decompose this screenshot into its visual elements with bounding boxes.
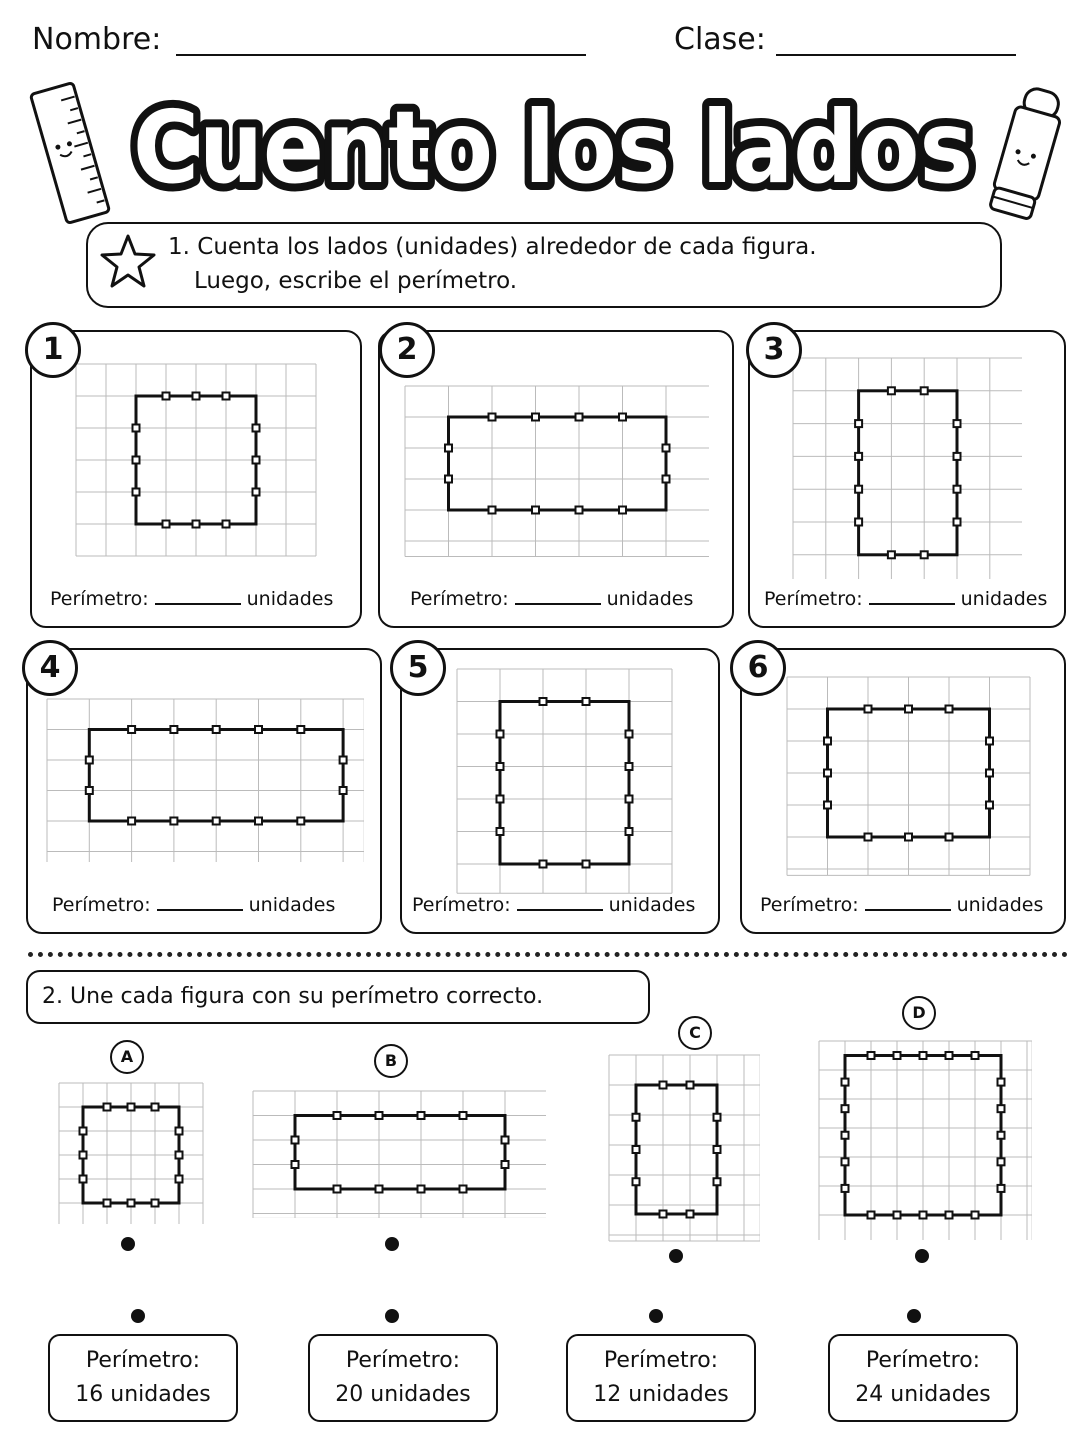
- figure-grid-1: [75, 363, 337, 561]
- answer-box-1: [48, 1334, 238, 1422]
- shape-grid-a: [58, 1082, 204, 1224]
- figure-grid-6: [786, 676, 1031, 878]
- answer-value: 24 unidades: [855, 1382, 991, 1407]
- unit-label: unidades: [606, 588, 694, 610]
- answer-label: Perímetro:: [603, 1348, 719, 1373]
- answer-label: Perímetro:: [85, 1348, 201, 1373]
- answer-dot-2[interactable]: [385, 1309, 399, 1323]
- shape-grid-c: [608, 1054, 760, 1242]
- figure-card-2: [378, 330, 734, 628]
- shape-letter-d: D: [902, 996, 936, 1030]
- perimeter-label: Perímetro:: [410, 588, 509, 610]
- perimeter-answer-3: [764, 588, 1047, 610]
- perimeter-label: Perímetro:: [412, 894, 511, 916]
- answer-label: Perímetro:: [865, 1348, 981, 1373]
- answer-dot-3[interactable]: [649, 1309, 663, 1323]
- shape-dot-d[interactable]: [915, 1249, 929, 1263]
- perimeter-blank-1[interactable]: [155, 589, 241, 605]
- nombre-label: Nombre:: [32, 22, 162, 57]
- figure-card-5: [400, 648, 720, 934]
- perimeter-label: Perímetro:: [760, 894, 859, 916]
- figure-grid-2: [404, 385, 709, 561]
- instruction-line-1: 1. Cuenta los lados (unidades) alrededor de cada figura.: [168, 234, 817, 260]
- figure-card-4: [26, 648, 382, 934]
- perimeter-label: Perímetro:: [52, 894, 151, 916]
- perimeter-blank-4[interactable]: [157, 895, 243, 911]
- unit-label: unidades: [956, 894, 1044, 916]
- perimeter-answer-4: [52, 894, 335, 916]
- instruction-box-1: [86, 222, 1002, 308]
- figure-number-1: 1: [25, 322, 81, 378]
- perimeter-blank-3[interactable]: [869, 589, 955, 605]
- nombre-field[interactable]: [176, 54, 586, 56]
- shape-grid-d: [818, 1040, 1032, 1240]
- page-title: [120, 78, 986, 206]
- shape-letter-b: B: [374, 1044, 408, 1078]
- section-divider: [28, 952, 1068, 957]
- answer-box-2: [308, 1334, 498, 1422]
- figure-number-4: 4: [22, 640, 78, 696]
- unit-label: unidades: [246, 588, 334, 610]
- answer-label: Perímetro:: [345, 1348, 461, 1373]
- figure-grid-5: [456, 668, 676, 894]
- clase-label: Clase:: [674, 22, 766, 57]
- glue-stick-icon: [988, 80, 1064, 226]
- perimeter-answer-1: [50, 588, 333, 610]
- answer-value: 16 unidades: [75, 1382, 211, 1407]
- answer-dot-1[interactable]: [131, 1309, 145, 1323]
- figure-number-2: 2: [379, 322, 435, 378]
- unit-label: unidades: [608, 894, 696, 916]
- svg-text:Cuento los lados: Cuento los lados: [133, 89, 973, 206]
- answer-box-3: [566, 1334, 756, 1422]
- figure-number-3: 3: [746, 322, 802, 378]
- unit-label: unidades: [248, 894, 336, 916]
- instruction-line-2: Luego, escribe el perímetro.: [194, 268, 518, 294]
- star-icon: [96, 230, 160, 294]
- perimeter-blank-5[interactable]: [517, 895, 603, 911]
- figure-card-6: [740, 648, 1066, 934]
- shape-dot-b[interactable]: [385, 1237, 399, 1251]
- figure-number-6: 6: [730, 640, 786, 696]
- shape-dot-c[interactable]: [669, 1249, 683, 1263]
- figure-number-5: 5: [390, 640, 446, 696]
- perimeter-answer-2: [410, 588, 693, 610]
- answer-box-4: [828, 1334, 1018, 1422]
- perimeter-answer-6: [760, 894, 1043, 916]
- answer-dot-4[interactable]: [907, 1309, 921, 1323]
- unit-label: unidades: [960, 588, 1048, 610]
- perimeter-blank-2[interactable]: [515, 589, 601, 605]
- instruction-box-2: [26, 970, 650, 1024]
- perimeter-label: Perímetro:: [50, 588, 149, 610]
- shape-grid-b: [252, 1090, 546, 1218]
- perimeter-answer-5: [412, 894, 695, 916]
- shape-letter-c: C: [678, 1016, 712, 1050]
- figure-card-1: [30, 330, 362, 628]
- figure-card-3: [748, 330, 1066, 628]
- perimeter-blank-6[interactable]: [865, 895, 951, 911]
- instruction-2-text: 2. Une cada figura con su perímetro correcto.: [42, 984, 544, 1009]
- shape-dot-a[interactable]: [121, 1237, 135, 1251]
- ruler-icon: [24, 78, 116, 228]
- answer-value: 20 unidades: [335, 1382, 471, 1407]
- clase-field[interactable]: [776, 54, 1016, 56]
- figure-grid-3: [792, 357, 1022, 579]
- perimeter-label: Perímetro:: [764, 588, 863, 610]
- figure-grid-4: [46, 698, 364, 862]
- answer-value: 12 unidades: [593, 1382, 729, 1407]
- shape-letter-a: A: [110, 1040, 144, 1074]
